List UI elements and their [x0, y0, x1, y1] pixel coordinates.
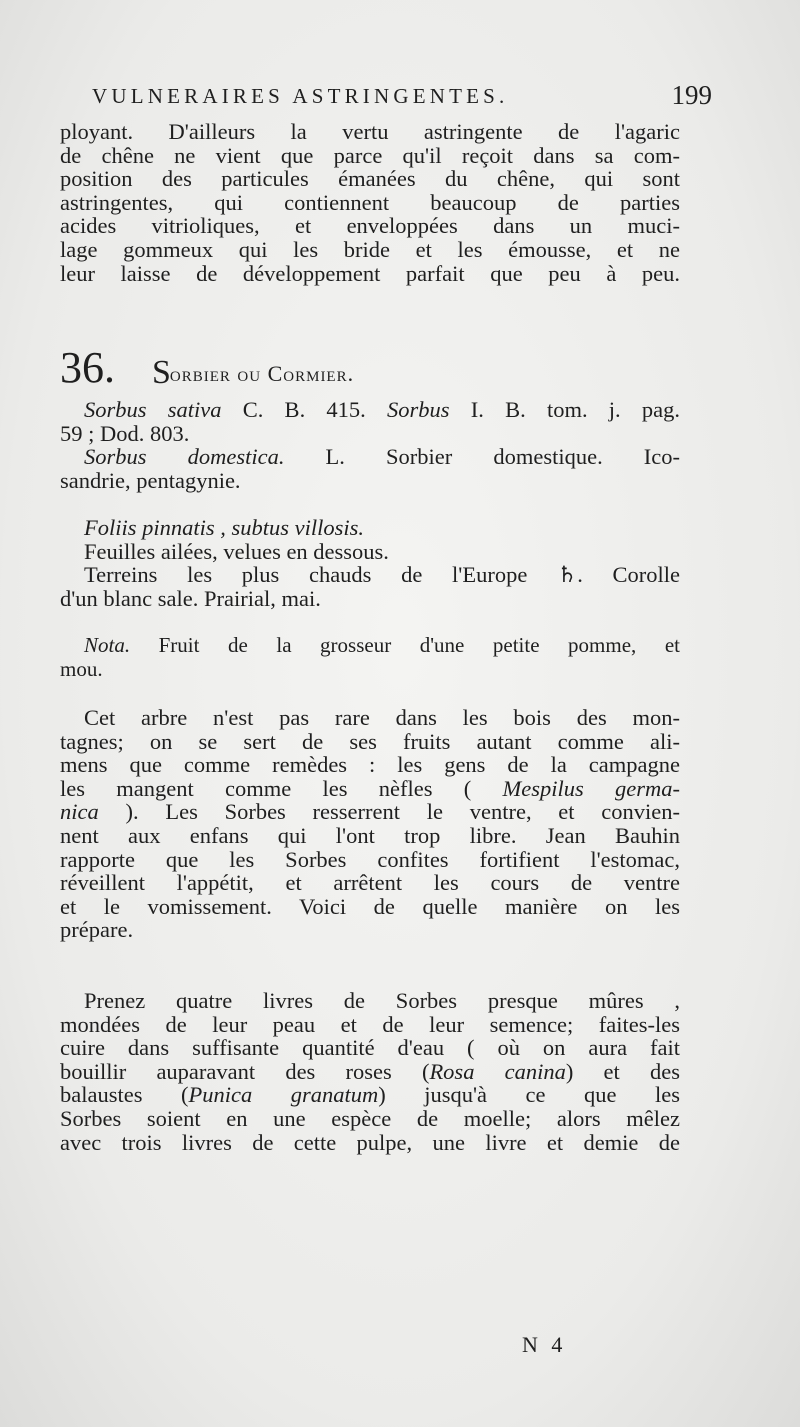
page-number: 199 [671, 80, 712, 110]
text-line: cuire dans suffisante quantité d'eau ( où on aura fait [60, 1035, 680, 1061]
latin-diagnosis-text: Foliis pinnatis , subtus villosis. [84, 515, 365, 540]
latin-name: Rosa canina [429, 1058, 566, 1084]
latin-name: Sorbus sativa [84, 397, 222, 422]
text-line: avec trois livres de cette pulpe, une livre et demie de [60, 1129, 680, 1155]
habitat-line: Terreins les plus chauds de l'Europe ♄. Corolle [84, 562, 680, 588]
linnaeus-line [60, 445, 680, 469]
text-line: prépare. [60, 917, 134, 943]
text-line: rapporte que les Sorbes confites fortifient l'estomac, [60, 846, 680, 872]
latin-name: Sorbus [387, 397, 450, 422]
latin-name: Punica granatum [188, 1082, 379, 1108]
nota-text: Fruit de la grosseur d'une petite pomme, et [130, 633, 680, 657]
text-line: lage gommeux qui les bride et les émousse, et ne [60, 236, 680, 262]
nota-line: mou. [60, 656, 103, 681]
text-span: ). Les Sorbes resserrent le ventre, et convien- [98, 799, 680, 825]
latin-name: Mespilus germa- [502, 775, 680, 801]
text-line: acides vitrioliques, et enveloppées dans un muci- [60, 213, 680, 239]
text-span: ) jusqu'à ce que les [378, 1082, 680, 1108]
text-line [60, 1060, 680, 1084]
text-span: ) et des [565, 1058, 680, 1084]
classification: L. Sorbier domestique. Ico- [284, 444, 681, 470]
text-line: de chêne ne vient que parce qu'il reçoit dans sa com- [60, 142, 680, 168]
text-line: réveillent l'appétit, et arrêtent les cours de ventre [60, 870, 680, 896]
latin-name: nica [60, 799, 99, 825]
text-line: leur laisse de développement parfait que peu à peu. [60, 260, 680, 286]
synonym-line [60, 398, 680, 422]
reference: I. B. tom. j. pag. [449, 397, 680, 422]
text-line: astringentes, qui contiennent beaucoup de parties [60, 189, 680, 215]
text-line: ployant. D'ailleurs la vertu astringente de l'agaric [60, 119, 680, 144]
synonyms-block [60, 398, 680, 492]
page-header [92, 80, 712, 116]
text-line: Prenez quatre livres de Sorbes presque mûres , [84, 988, 680, 1013]
running-head: VULNERAIRES ASTRINGENTES. [92, 84, 509, 108]
body-paragraph [60, 706, 680, 942]
text-line [60, 777, 680, 801]
french-diagnosis: Feuilles ailées, velues en dessous. [84, 538, 389, 564]
latin-name: Sorbus domestica. [84, 444, 285, 470]
entry-number: 36. [60, 343, 115, 392]
habitat-line: d'un blanc sale. Prairial, mai. [60, 585, 321, 611]
text-span: balaustes ( [60, 1082, 189, 1108]
text-line: mens que comme remèdes : les gens de la campagne [60, 752, 680, 778]
entry-name-rest: orbier ou Cormier. [169, 361, 355, 386]
intro-paragraph [60, 120, 680, 285]
text-line: mondées de leur peau et de leur semence; faites-les [60, 1011, 680, 1037]
characters-block [60, 516, 680, 610]
text-line: et le vomissement. Voici de quelle manière on les [60, 893, 680, 919]
entry-heading [60, 343, 680, 398]
signature-mark: N 4 [522, 1332, 567, 1357]
text-line: position des particules émanées du chêne, qui sont [60, 166, 680, 192]
classification-line: sandrie, pentagynie. [60, 467, 241, 493]
text-line: Cet arbre n'est pas rare dans les bois des mon- [84, 705, 680, 730]
text-span: les mangent comme les nèfles ( [60, 775, 503, 801]
entry-name [152, 354, 355, 391]
text-line: nent aux enfans qui l'ont trop libre. Jean Bauhin [60, 822, 680, 848]
text-line: Sorbes soient en une espèce de moelle; alors mêlez [60, 1105, 680, 1131]
latin-diagnosis [60, 516, 680, 540]
nota-block [60, 634, 680, 681]
text-line [60, 800, 680, 824]
entry-initial: S [152, 354, 172, 391]
nota-line [60, 634, 680, 658]
synonym-line: 59 ; Dod. 803. [60, 420, 190, 446]
text-span: bouillir auparavant des roses ( [60, 1058, 430, 1084]
text-line: tagnes; on se sert de ses fruits autant comme ali- [60, 728, 680, 754]
nota-label: Nota. [84, 633, 131, 657]
recipe-paragraph [60, 989, 680, 1154]
text-line [60, 1083, 680, 1107]
reference: C. B. 415. [221, 397, 388, 422]
